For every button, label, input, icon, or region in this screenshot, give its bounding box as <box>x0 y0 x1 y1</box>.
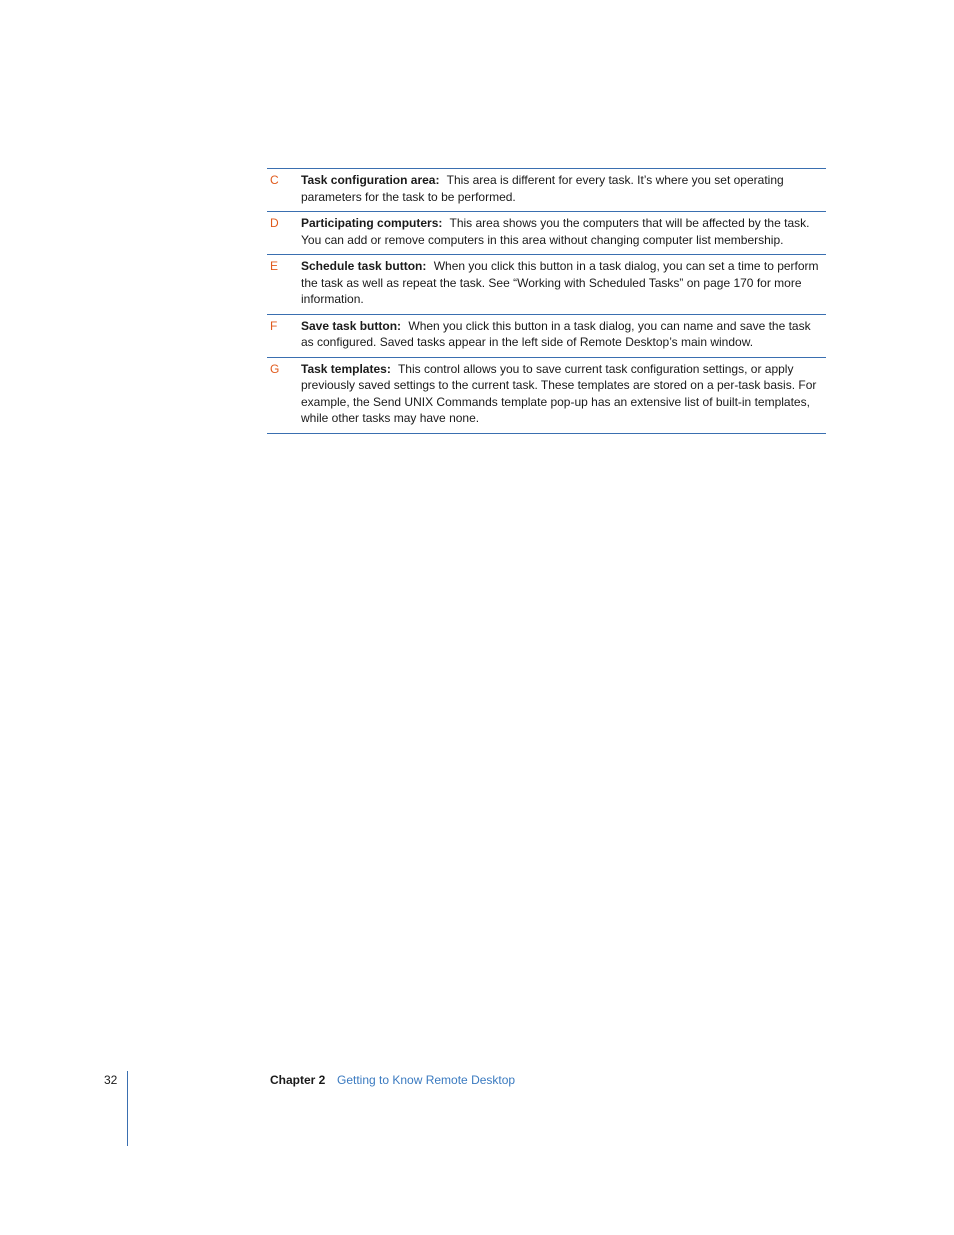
callout-term: Save task button: <box>301 318 402 333</box>
callout-text <box>301 215 826 248</box>
callout-letter: G <box>270 361 280 376</box>
callout-description: This area is different for every task. It’s where you set operating parameters for the task to be performed. <box>301 173 784 204</box>
callout-letter: E <box>270 259 279 273</box>
callout-letter: C <box>270 173 279 187</box>
callout-row-g <box>267 358 826 434</box>
chapter-label: Chapter 2 <box>270 1073 326 1087</box>
callout-row-c <box>267 169 826 212</box>
page-number: 32 <box>104 1073 118 1087</box>
callout-description: This area shows you the computers that will be affected by the task. You can add or remove computers in this area without changing computer list membership. <box>301 216 810 247</box>
callout-term: Participating computers: <box>301 216 443 230</box>
callout-description: When you click this button in a task dialog, you can set a time to perform the task as well as repeat the task. See “Working with Scheduled Tasks” on page 170 for more information. <box>301 259 819 306</box>
page-footer <box>0 1072 954 1092</box>
callout-term: Task templates: <box>301 361 391 376</box>
chapter-title-link[interactable]: Getting to Know Remote Desktop <box>337 1073 516 1087</box>
callout-table <box>267 168 826 434</box>
callout-row-f <box>267 315 826 358</box>
callout-letter: F <box>270 318 278 333</box>
callout-description: When you click this button in a task dialog, you can name and save the task as configured. Saved tasks appear in the left side of Remote Desktop’s main window. <box>301 318 811 349</box>
callout-text <box>301 172 826 205</box>
callout-row-e <box>267 255 826 315</box>
callout-term: Schedule task button: <box>301 259 427 273</box>
callout-text <box>301 258 826 308</box>
callout-text <box>301 318 826 351</box>
callout-row-d <box>267 212 826 255</box>
callout-letter: D <box>270 216 279 230</box>
callout-term: Task configuration area: <box>301 173 440 187</box>
callout-description: This control allows you to save current task configuration settings, or apply previously saved settings to the current task. These templates are stored on a per-task basis. For example, the Send UNIX Commands template pop-up has an extensive list of built-in templates, while other tasks may have none. <box>301 361 817 425</box>
callout-text <box>301 361 826 427</box>
